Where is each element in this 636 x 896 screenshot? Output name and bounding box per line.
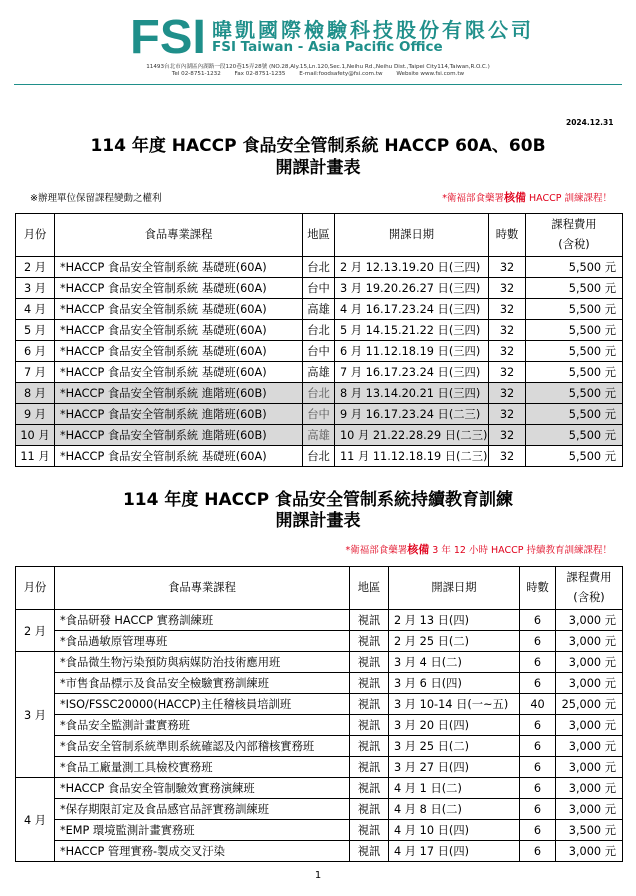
fee-cell: 5,500 元 [526, 278, 623, 299]
location-cell: 視訊 [350, 610, 389, 631]
table-row [16, 694, 623, 715]
fee-cell: 3,000 元 [556, 715, 623, 736]
section1-title: 114 年度 HACCP 食品安全管制系統 HACCP 60A、60B [90, 136, 546, 156]
course-cell: *HACCP 食品安全管制驗效實務演練班 [55, 778, 350, 799]
course-cell: *ISO/FSSC20000(HACCP)主任稽核員培訓班 [55, 694, 350, 715]
header-divider [14, 84, 622, 85]
table-row [16, 278, 623, 299]
fee-cell: 3,500 元 [556, 820, 623, 841]
dates-cell: 3 月 27 日(四) [389, 757, 520, 778]
section2-subtitle: 開課計畫表 [275, 511, 361, 531]
hours-cell: 32 [489, 446, 526, 467]
table-row [16, 320, 623, 341]
course-cell: *食品安全監測計畫實務班 [55, 715, 350, 736]
hours-cell: 32 [489, 257, 526, 278]
location-cell: 高雄 [303, 362, 335, 383]
col-month-header: 月份 [16, 214, 55, 257]
page-number: 1 [314, 870, 322, 881]
course-cell: *HACCP 食品安全管制系統 基礎班(60A) [55, 299, 303, 320]
note-prefix: *衛福部食藥署 [442, 193, 504, 204]
hours-cell: 6 [520, 778, 556, 799]
fee-cell: 5,500 元 [526, 320, 623, 341]
month-cell: 4 月 [16, 778, 55, 862]
month-cell: 4 月 [16, 299, 55, 320]
fee-cell: 3,000 元 [556, 778, 623, 799]
month-cell: 8 月 [16, 383, 55, 404]
dates-cell: 4 月 1 日(二) [389, 778, 520, 799]
dates-cell: 11 月 11.12.18.19 日(二三) [335, 446, 489, 467]
section2-approval-note [346, 541, 613, 557]
hours-cell: 32 [489, 278, 526, 299]
dates-cell: 3 月 6 日(四) [389, 673, 520, 694]
hours-cell: 6 [520, 820, 556, 841]
location-cell: 視訊 [350, 799, 389, 820]
month-cell: 3 月 [16, 652, 55, 778]
course-cell: *EMP 環境監測計畫實務班 [55, 820, 350, 841]
hours-cell: 32 [489, 383, 526, 404]
dates-cell: 6 月 11.12.18.19 日(三四) [335, 341, 489, 362]
hours-cell: 6 [520, 736, 556, 757]
hours-cell: 32 [489, 341, 526, 362]
fee-cell: 3,000 元 [556, 610, 623, 631]
company-name: 暐凱國際檢驗科技股份有限公司 [212, 18, 534, 42]
fee-cell: 5,500 元 [526, 362, 623, 383]
location-cell: 視訊 [350, 631, 389, 652]
month-cell: 7 月 [16, 362, 55, 383]
fee-cell: 3,000 元 [556, 673, 623, 694]
table-row [16, 610, 623, 631]
fax: Fax 02-8751-1235 [234, 71, 286, 77]
fsi-logo [130, 12, 208, 58]
col-dates-header: 開課日期 [389, 567, 520, 610]
month-cell: 6 月 [16, 341, 55, 362]
table-row [16, 715, 623, 736]
table-row [16, 841, 623, 862]
section1-subtitle: 開課計畫表 [275, 158, 361, 178]
hours-cell: 32 [489, 362, 526, 383]
section1-approval-note [442, 189, 612, 205]
location-cell: 台北 [303, 446, 335, 467]
location-cell: 視訊 [350, 652, 389, 673]
document-date: 2024.12.31 [566, 118, 614, 127]
fee-cell: 25,000 元 [556, 694, 623, 715]
dates-cell: 3 月 10-14 日(一~五) [389, 694, 520, 715]
table-row [16, 257, 623, 278]
course-cell: *食品過敏原管理專班 [55, 631, 350, 652]
course-cell: *HACCP 食品安全管制系統 基礎班(60A) [55, 362, 303, 383]
col-fee-header [556, 567, 623, 610]
course-cell: *HACCP 食品安全管制系統 基礎班(60A) [55, 257, 303, 278]
hours-cell: 32 [489, 299, 526, 320]
note-emphasis: 核備 [503, 191, 526, 204]
course-cell: *HACCP 食品安全管制系統 進階班(60B) [55, 425, 303, 446]
course-cell: *HACCP 食品安全管制系統 基礎班(60A) [55, 278, 303, 299]
fee-cell: 3,000 元 [556, 799, 623, 820]
location-cell: 視訊 [350, 757, 389, 778]
month-cell: 10 月 [16, 425, 55, 446]
note-suffix: 3 年 12 小時 HACCP 持續教育訓練課程！ [429, 545, 612, 556]
table-row [16, 820, 623, 841]
table-row [16, 341, 623, 362]
table-row [16, 362, 623, 383]
location-cell: 視訊 [350, 778, 389, 799]
col-course-header: 食品專業課程 [55, 214, 303, 257]
course-cell: *食品研發 HACCP 實務訓練班 [55, 610, 350, 631]
fee-cell: 5,500 元 [526, 425, 623, 446]
course-cell: *食品微生物污染預防與病媒防治技術應用班 [55, 652, 350, 673]
col-location-header: 地區 [303, 214, 335, 257]
location-cell: 高雄 [303, 425, 335, 446]
location-cell: 視訊 [350, 820, 389, 841]
location-cell: 台中 [303, 404, 335, 425]
course-cell: *HACCP 食品安全管制系統 基礎班(60A) [55, 320, 303, 341]
course-cell: *市售食品標示及食品安全檢驗實務訓練班 [55, 673, 350, 694]
contact-line [0, 71, 636, 77]
company-english-name: FSI Taiwan - Asia Pacific Office [212, 39, 443, 55]
table-row [16, 404, 623, 425]
course-cell: *HACCP 食品安全管制系統 基礎班(60A) [55, 341, 303, 362]
location-cell: 視訊 [350, 673, 389, 694]
section2-title: 114 年度 HACCP 食品安全管制系統持續教育訓練 [122, 490, 514, 510]
table-header-row [16, 214, 623, 257]
note-emphasis: 核備 [407, 543, 430, 556]
fee-header-line2: (含稅) [573, 591, 605, 604]
fee-cell: 3,000 元 [556, 736, 623, 757]
table-row [16, 383, 623, 404]
col-fee-header [526, 214, 623, 257]
month-cell: 2 月 [16, 257, 55, 278]
fee-cell: 5,500 元 [526, 383, 623, 404]
col-course-header: 食品專業課程 [55, 567, 350, 610]
hours-cell: 6 [520, 757, 556, 778]
month-cell: 2 月 [16, 610, 55, 652]
dates-cell: 4 月 17 日(四) [389, 841, 520, 862]
table-row [16, 736, 623, 757]
hours-cell: 6 [520, 799, 556, 820]
month-cell: 5 月 [16, 320, 55, 341]
dates-cell: 4 月 16.17.23.24 日(三四) [335, 299, 489, 320]
hours-cell: 6 [520, 631, 556, 652]
table-row [16, 631, 623, 652]
letterhead [0, 0, 636, 95]
hours-cell: 6 [520, 652, 556, 673]
course-cell: *HACCP 食品安全管制系統 進階班(60B) [55, 404, 303, 425]
fee-cell: 5,500 元 [526, 446, 623, 467]
hours-cell: 32 [489, 320, 526, 341]
table-row [16, 425, 623, 446]
dates-cell: 4 月 10 日(四) [389, 820, 520, 841]
haccp-60-schedule-table [15, 213, 623, 467]
company-address: 11493台北市內湖區內湖路一段120巷15弄28號 (NO.28,Aly.15,Ln.120,Sec.1,Neihu Rd.,Neihu Dist.,Taipei City114,Taiwan,R.O.C.) [146, 64, 490, 70]
hours-cell: 6 [520, 715, 556, 736]
email: E-mail:foodsafety@fsi.com.tw [299, 71, 383, 77]
course-cell: *食品安全管制系統準則系統確認及內部稽核實務班 [55, 736, 350, 757]
location-cell: 視訊 [350, 715, 389, 736]
dates-cell: 3 月 19.20.26.27 日(三四) [335, 278, 489, 299]
dates-cell: 3 月 4 日(二) [389, 652, 520, 673]
table-row [16, 673, 623, 694]
location-cell: 台北 [303, 257, 335, 278]
location-cell: 台北 [303, 320, 335, 341]
hours-cell: 40 [520, 694, 556, 715]
rights-reserved-note: ※辦理單位保留課程變動之權利 [30, 193, 162, 204]
table-row [16, 446, 623, 467]
course-cell: *HACCP 食品安全管制系統 基礎班(60A) [55, 446, 303, 467]
dates-cell: 10 月 21.22.28.29 日(二三) [335, 425, 489, 446]
col-location-header: 地區 [350, 567, 389, 610]
month-cell: 9 月 [16, 404, 55, 425]
hours-cell: 32 [489, 404, 526, 425]
fee-cell: 5,500 元 [526, 257, 623, 278]
fee-header-line2: (含稅) [558, 238, 590, 251]
location-cell: 台北 [303, 383, 335, 404]
hours-cell: 6 [520, 673, 556, 694]
continuing-education-schedule-table [15, 566, 623, 862]
col-dates-header: 開課日期 [335, 214, 489, 257]
dates-cell: 5 月 14.15.21.22 日(三四) [335, 320, 489, 341]
location-cell: 視訊 [350, 841, 389, 862]
location-cell: 高雄 [303, 299, 335, 320]
month-cell: 11 月 [16, 446, 55, 467]
dates-cell: 2 月 25 日(二) [389, 631, 520, 652]
table-row [16, 799, 623, 820]
table-row [16, 299, 623, 320]
logo-text: FSI [130, 12, 206, 58]
col-hours-header: 時數 [520, 567, 556, 610]
fee-cell: 5,500 元 [526, 404, 623, 425]
table-row [16, 778, 623, 799]
dates-cell: 4 月 8 日(二) [389, 799, 520, 820]
fee-cell: 5,500 元 [526, 341, 623, 362]
location-cell: 台中 [303, 341, 335, 362]
dates-cell: 9 月 16.17.23.24 日(二三) [335, 404, 489, 425]
fee-header-line1: 課程費用 [566, 571, 612, 584]
fee-cell: 3,000 元 [556, 631, 623, 652]
table-header-row [16, 567, 623, 610]
dates-cell: 2 月 13 日(四) [389, 610, 520, 631]
course-cell: *保存期限訂定及食品感官品評實務訓練班 [55, 799, 350, 820]
dates-cell: 8 月 13.14.20.21 日(三四) [335, 383, 489, 404]
fee-cell: 3,000 元 [556, 841, 623, 862]
hours-cell: 6 [520, 841, 556, 862]
course-cell: *HACCP 食品安全管制系統 進階班(60B) [55, 383, 303, 404]
fee-header-line1: 課程費用 [551, 218, 597, 231]
dates-cell: 3 月 25 日(二) [389, 736, 520, 757]
course-cell: *HACCP 管理實務-製成交叉汙染 [55, 841, 350, 862]
col-month-header: 月份 [16, 567, 55, 610]
fee-cell: 3,000 元 [556, 652, 623, 673]
table-row [16, 652, 623, 673]
location-cell: 視訊 [350, 694, 389, 715]
website: Website www.fsi.com.tw [396, 71, 465, 77]
fee-cell: 5,500 元 [526, 299, 623, 320]
hours-cell: 6 [520, 610, 556, 631]
note-prefix: *衛福部食藥署 [345, 545, 408, 556]
note-suffix: HACCP 訓練課程！ [525, 193, 612, 204]
fee-cell: 3,000 元 [556, 757, 623, 778]
hours-cell: 32 [489, 425, 526, 446]
month-cell: 3 月 [16, 278, 55, 299]
col-hours-header: 時數 [489, 214, 526, 257]
table-row [16, 757, 623, 778]
location-cell: 視訊 [350, 736, 389, 757]
location-cell: 台中 [303, 278, 335, 299]
dates-cell: 3 月 20 日(四) [389, 715, 520, 736]
telephone: Tel 02-8751-1232 [171, 71, 221, 77]
dates-cell: 2 月 12.13.19.20 日(三四) [335, 257, 489, 278]
course-cell: *食品工廠量測工具檢校實務班 [55, 757, 350, 778]
dates-cell: 7 月 16.17.23.24 日(三四) [335, 362, 489, 383]
